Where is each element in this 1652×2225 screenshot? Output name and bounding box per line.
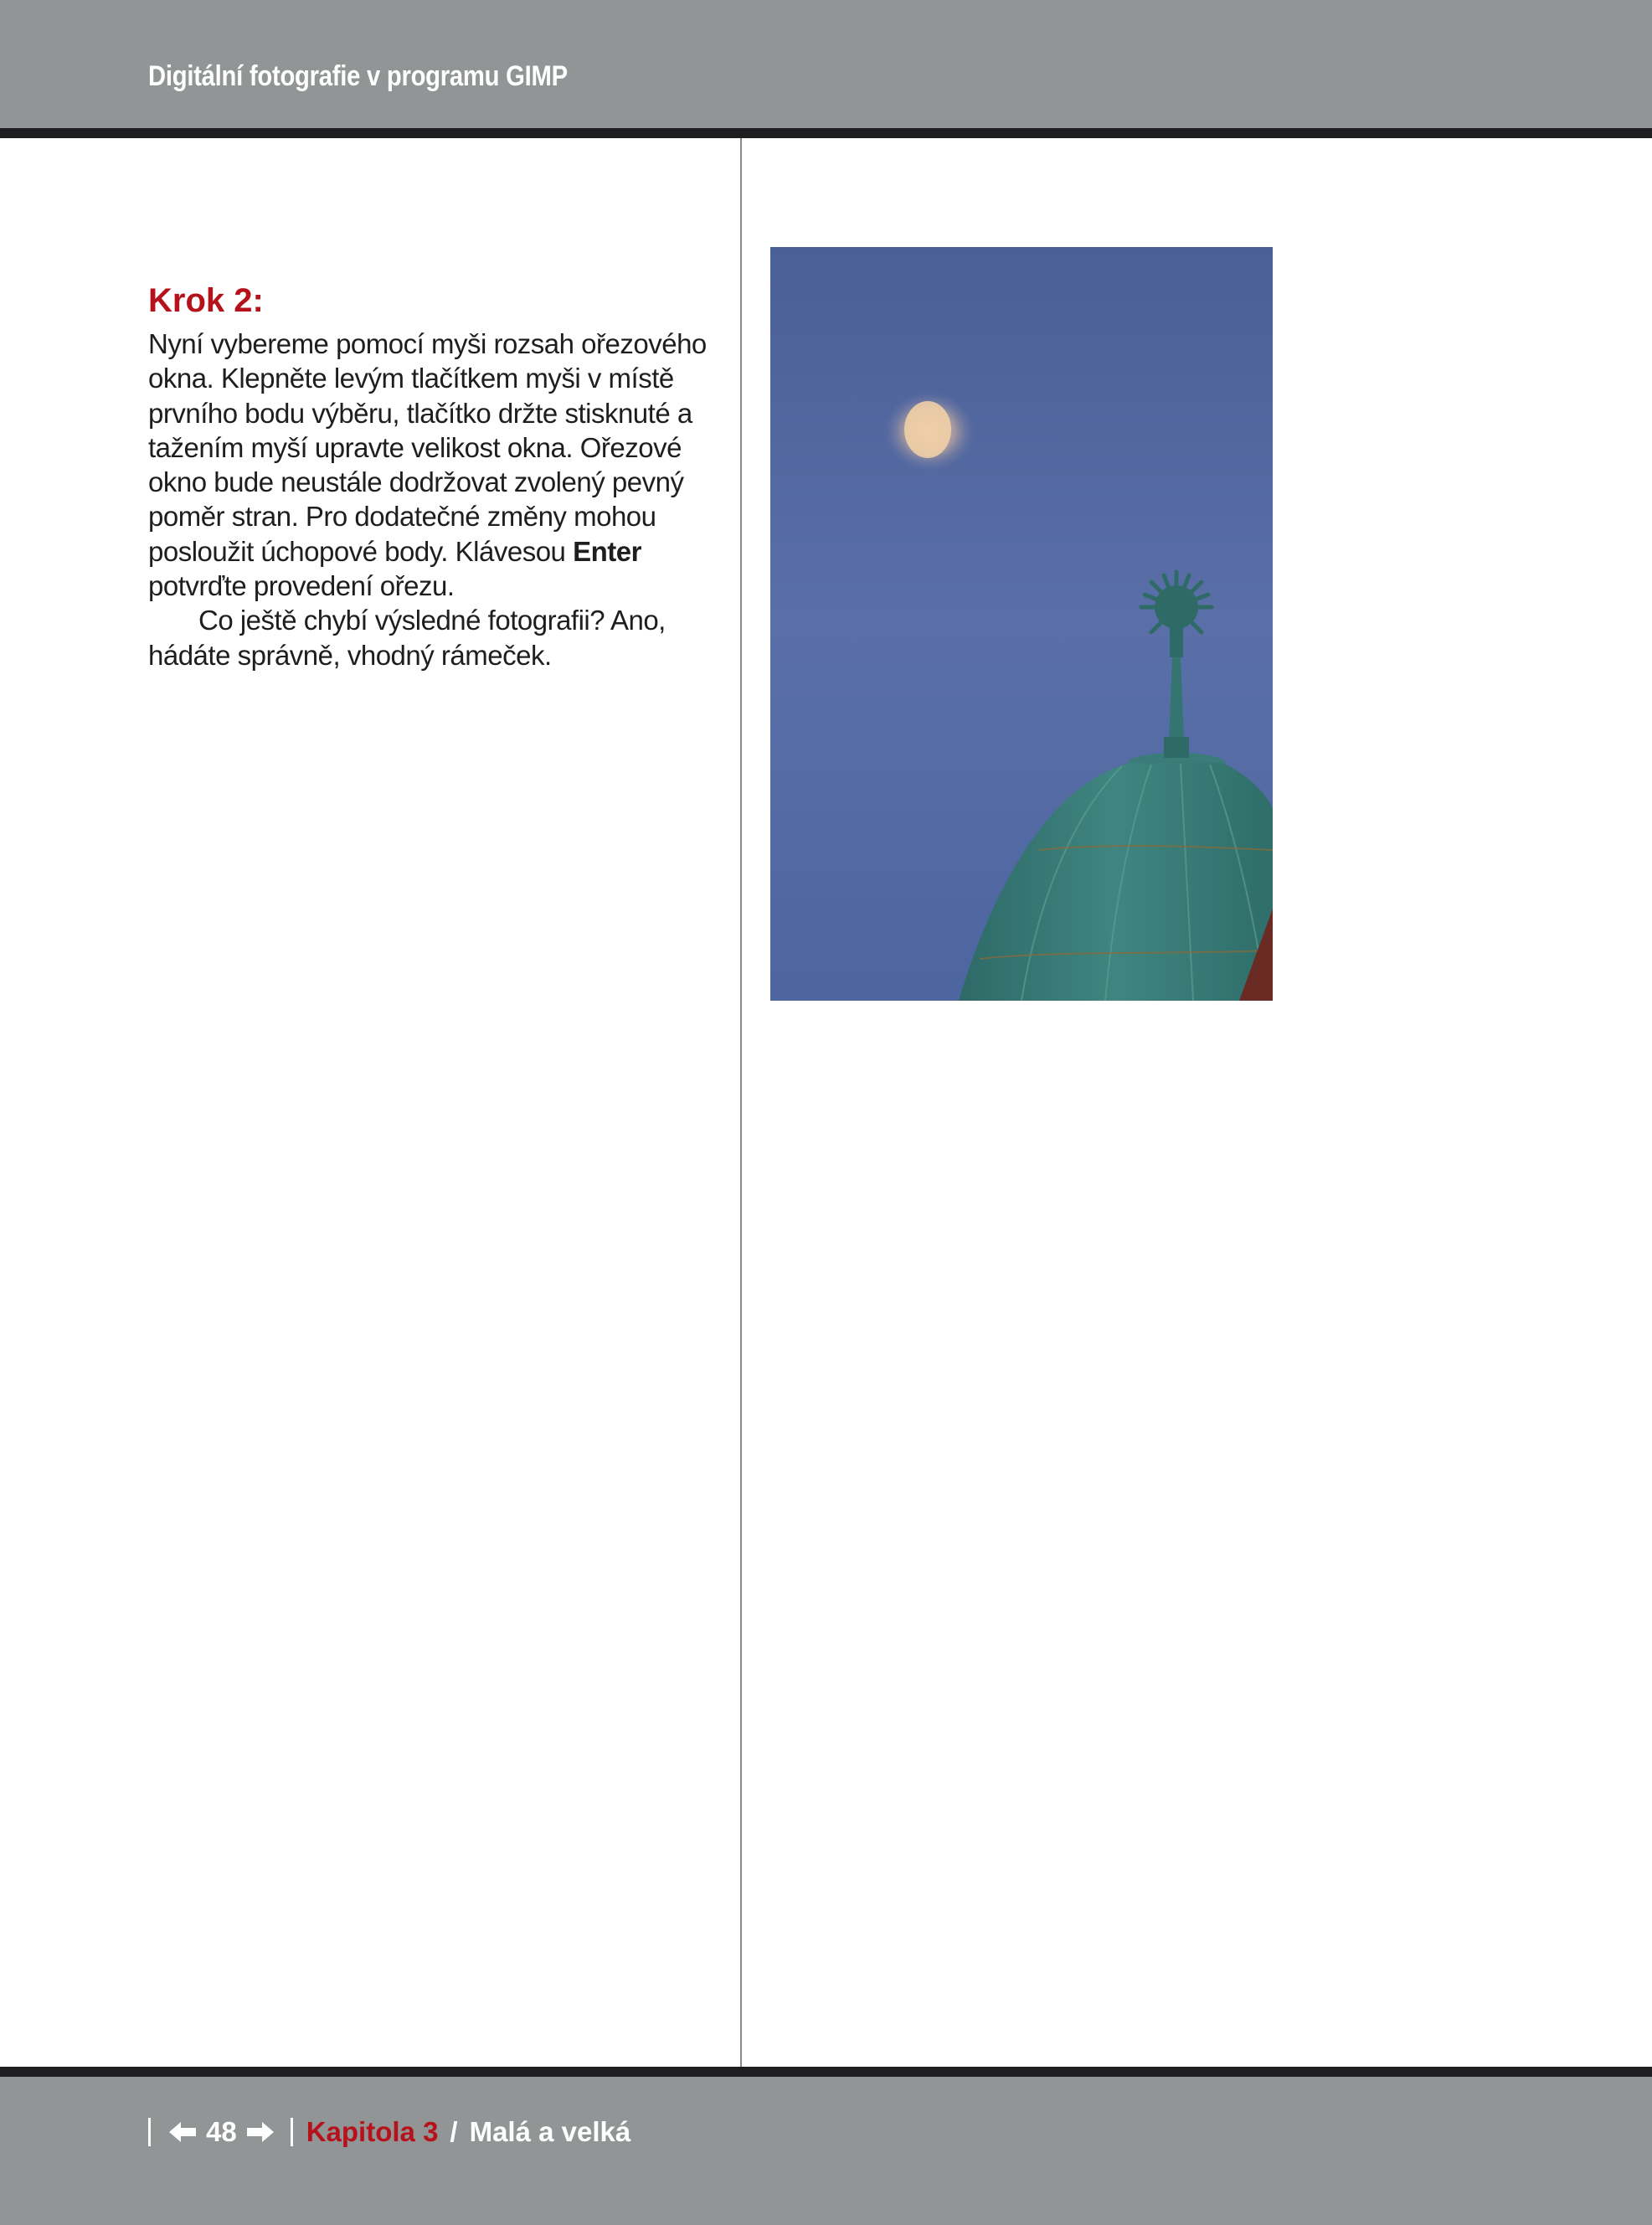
page-header	[0, 0, 1652, 128]
paragraph-1-text-a: Nyní vybereme pomocí myši rozsah ořezového okna. Klepněte levým tlačítkem myši v místě prvního bodu výběru, tlačítko držte stisknuté a tažením myší upravte velikost okna. Ořezové okno bude neustále dodržovat zvolený pevný poměr stran. Pro dodatečné změny mohou posloužit úchopové body. Klávesou	[148, 328, 707, 567]
footer-rule	[0, 2067, 1652, 2077]
arrow-left-icon[interactable]	[167, 2120, 198, 2144]
paragraph-2: Co ještě chybí výsledné fotografii? Ano, hádáte správně, vhodný rámeček.	[148, 605, 666, 671]
footer-nav	[148, 2115, 630, 2149]
chapter-title: Malá a velká	[469, 2116, 631, 2147]
body-text	[148, 327, 718, 672]
footer-divider	[148, 2118, 151, 2146]
page-number: 48	[206, 2116, 237, 2147]
paragraph-1-text-b: potvrďte provedení ořezu.	[148, 570, 455, 602]
header-rule	[0, 128, 1652, 138]
arrow-right-icon[interactable]	[245, 2120, 275, 2144]
enter-key-label: Enter	[573, 535, 641, 567]
photo-dome-moon	[770, 247, 1273, 1001]
chapter-separator: /	[450, 2116, 458, 2147]
chapter-label: Kapitola 3	[306, 2116, 439, 2147]
paragraph-1	[148, 327, 718, 603]
book-title: Digitální fotografie v programu GIMP	[148, 60, 568, 92]
footer-divider	[291, 2118, 293, 2146]
column-divider	[740, 138, 742, 2068]
step-heading: Krok 2:	[148, 282, 264, 319]
page-footer	[0, 2077, 1652, 2225]
